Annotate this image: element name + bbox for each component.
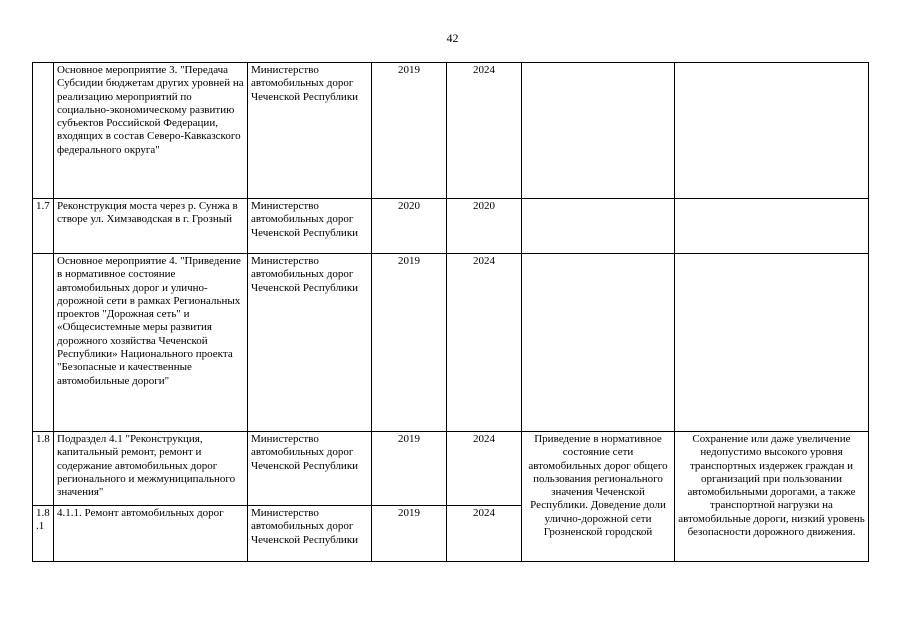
table-row	[33, 254, 869, 432]
row-number: 1.8 .1	[33, 506, 54, 562]
start-year: 2019	[372, 506, 447, 562]
consequences: Сохранение или даже увеличение недопустимо высокого уровня транспортных издержек граждан и организаций при пользовании автомобильными дорогами, а также транспортной нагрузки на автомобильные дороги, низкий уровень безопасности дорожного движения.	[675, 432, 869, 562]
executor: Министерство автомобильных дорог Чеченской Республики	[248, 63, 372, 199]
end-year: 2024	[447, 506, 522, 562]
end-year: 2024	[447, 63, 522, 199]
start-year: 2019	[372, 432, 447, 506]
executor: Министерство автомобильных дорог Чеченской Республики	[248, 254, 372, 432]
end-year: 2024	[447, 254, 522, 432]
row-number: 1.7	[33, 199, 54, 254]
executor: Министерство автомобильных дорог Чеченской Республики	[248, 432, 372, 506]
expected-result: Приведение в нормативное состояние сети автомобильных дорог общего пользования регионального значения Чеченской Республики. Доведение доли улично-дорожной сети Грозненской городской	[522, 432, 675, 562]
row-number: 1.8	[33, 432, 54, 506]
table-row	[33, 199, 869, 254]
table-row	[33, 63, 869, 199]
start-year: 2019	[372, 63, 447, 199]
measure-name: 4.1.1. Ремонт автомобильных дорог	[54, 506, 248, 562]
expected-result	[522, 199, 675, 254]
row-number	[33, 254, 54, 432]
expected-result	[522, 63, 675, 199]
executor: Министерство автомобильных дорог Чеченской Республики	[248, 506, 372, 562]
measure-name: Подраздел 4.1 "Реконструкция, капитальный ремонт, ремонт и содержание автомобильных дорог регионального и межмуниципального значения"	[54, 432, 248, 506]
start-year: 2019	[372, 254, 447, 432]
measure-name: Основное мероприятие 3. "Передача Субсидии бюджетам других уровней на реализацию мероприятий по социально-экономическому развитию субъектов Российской Федерации, входящих в состав Северо-Кавказского федерального округа"	[54, 63, 248, 199]
executor: Министерство автомобильных дорог Чеченской Республики	[248, 199, 372, 254]
consequences	[675, 63, 869, 199]
measure-name: Реконструкция моста через р. Сунжа в створе ул. Химзаводская в г. Грозный	[54, 199, 248, 254]
measure-name: Основное мероприятие 4. "Приведение в нормативное состояние автомобильных дорог и улично-дорожной сети в рамках Региональных проектов "Дорожная сеть" и «Общесистемные меры развития дорожного хозяйства Чеченской Республики» Национального проекта "Безопасные и качественные автомобильные дороги"	[54, 254, 248, 432]
page-number: 42	[446, 31, 459, 45]
measures-table	[32, 62, 869, 562]
consequences	[675, 254, 869, 432]
consequences	[675, 199, 869, 254]
end-year: 2024	[447, 432, 522, 506]
start-year: 2020	[372, 199, 447, 254]
row-number	[33, 63, 54, 199]
expected-result	[522, 254, 675, 432]
table-row	[33, 432, 869, 506]
end-year: 2020	[447, 199, 522, 254]
